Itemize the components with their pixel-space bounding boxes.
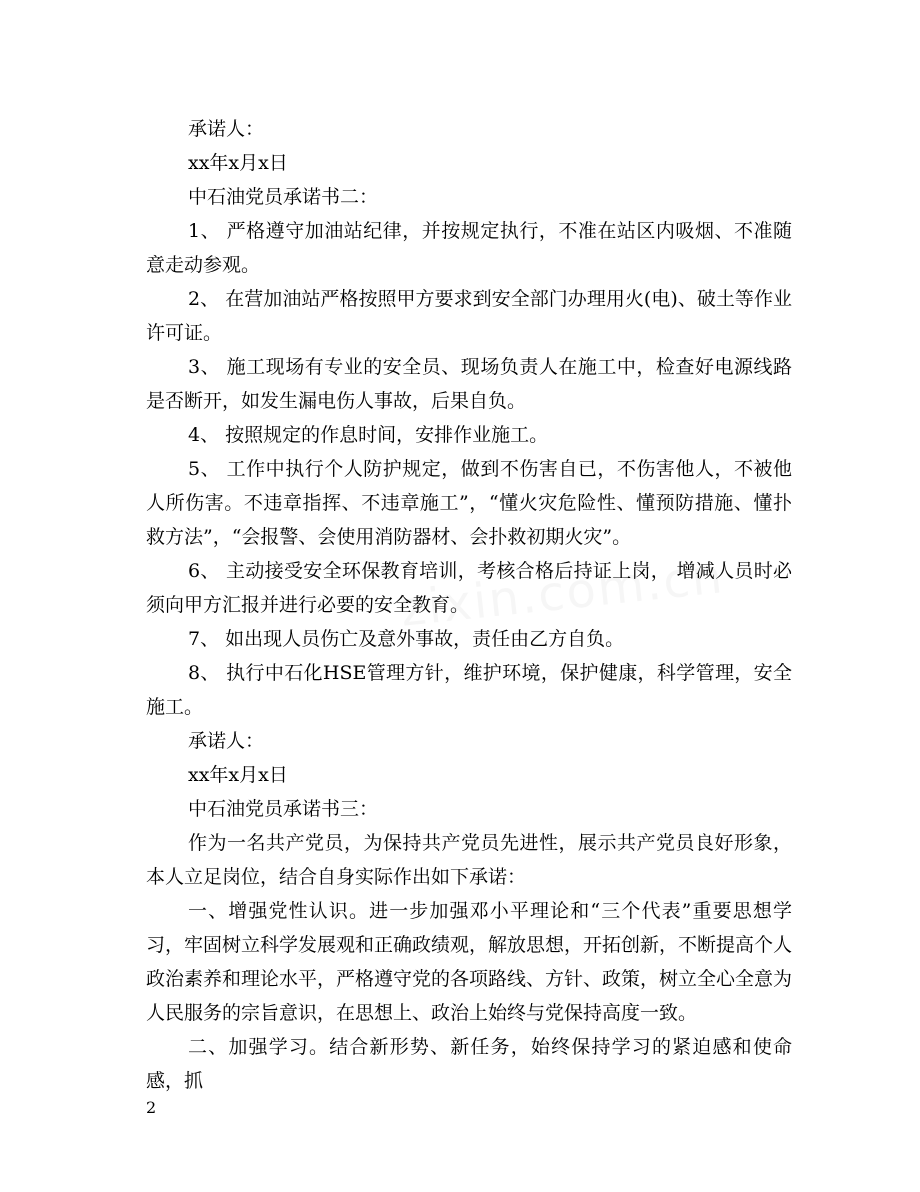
document-body xyxy=(146,112,792,1098)
commitment-1: 一、增强党性认识。进一步加强邓小平理论和“三个代表”重要思想学习，牢固树立科学发展观和正确政绩观，解放思想，开拓创新，不断提高个人政治素养和理论水平，严格遵守党的各项路线、方针、政策，树立全心全意为人民服务的宗旨意识，在思想上、政治上始终与党保持高度一致。 xyxy=(146,900,793,1024)
commitment-2: 二、加强学习。结合新形势、新任务，始终保持学习的紧迫感和使命感，抓 xyxy=(146,1036,792,1092)
item-7: 7、 如出现人员伤亡及意外事故，责任由乙方自负。 xyxy=(188,628,625,650)
section-heading-3: 中石油党员承诺书三： xyxy=(188,798,379,820)
item-3: 3、 施工现场有专业的安全员、现场负责人在施工中，检查好电源线路是否断开，如发生漏电伤人事故，后果自负。 xyxy=(146,356,792,412)
page-number: 2 xyxy=(146,1098,157,1117)
intro-paragraph: 作为一名共产党员，为保持共产党员先进性，展示共产党员良好形象，本人立足岗位，结合自身实际作出如下承诺： xyxy=(146,832,792,888)
date-line: xx年x月x日 xyxy=(188,152,288,174)
item-5: 5、 工作中执行个人防护规定，做到不伤害自已，不伤害他人，不被他人所伤害。不违章指挥、不违章施工”，“懂火灾危险性、懂预防措施、懂扑救方法”，“会报警、会使用消防器材、会扑救初期火灾”。 xyxy=(146,458,792,548)
section-heading-2: 中石油党员承诺书二： xyxy=(188,186,379,208)
signature-label: 承诺人： xyxy=(188,118,265,140)
item-1: 1、 严格遵守加油站纪律，并按规定执行，不准在站区内吸烟、不准随意走动参观。 xyxy=(146,220,792,276)
item-6: 6、 主动接受安全环保教育培训，考核合格后持证上岗， 增减人员时必须向甲方汇报并进行必要的安全教育。 xyxy=(146,560,792,616)
item-4: 4、 按照规定的作息时间，安排作业施工。 xyxy=(188,424,549,446)
signature-label: 承诺人： xyxy=(188,730,265,752)
item-8: 8、 执行中石化HSE管理方针，维护环境，保护健康，科学管理，安全施工。 xyxy=(146,662,792,718)
item-2: 2、 在营加油站严格按照甲方要求到安全部门办理用火(电)、破土等作业许可证。 xyxy=(146,288,792,344)
date-line: xx年x月x日 xyxy=(188,764,288,786)
